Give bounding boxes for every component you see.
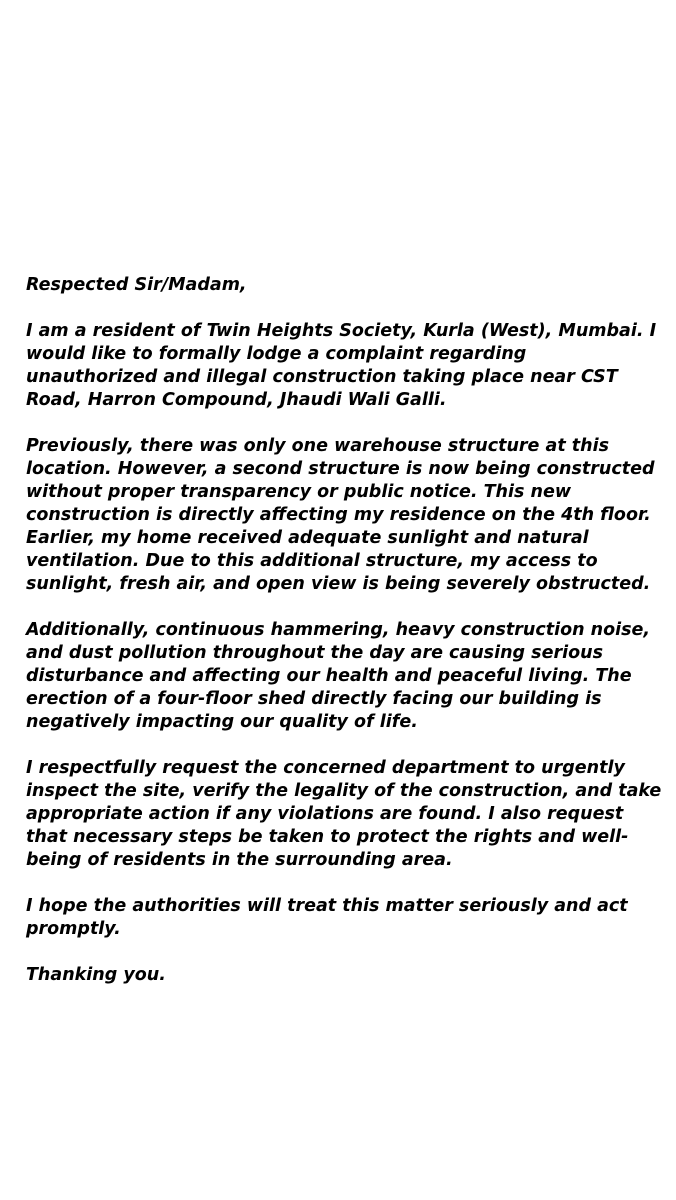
paragraph-line: Previously, there was only one warehouse structure at this <box>26 436 610 456</box>
paragraph-residence <box>26 320 662 412</box>
paragraph-line: sunlight, fresh air, and open view is being severely obstructed. <box>26 574 651 594</box>
closing <box>26 964 662 987</box>
paragraph-line: erection of a four-floor shed directly facing our building is <box>26 689 602 709</box>
paragraph-request <box>26 757 662 872</box>
paragraph-line: inspect the site, verify the legality of the construction, and take <box>26 781 662 801</box>
paragraph-line: Additionally, continuous hammering, heavy construction noise, <box>26 620 651 640</box>
paragraph-line: I respectfully request the concerned department to urgently <box>26 758 625 778</box>
paragraph-line: and dust pollution throughout the day are causing serious <box>26 643 603 663</box>
paragraph-pollution <box>26 619 662 734</box>
closing-line: Thanking you. <box>26 965 166 985</box>
complaint-letter <box>26 274 662 987</box>
paragraph-line: I hope the authorities will treat this matter seriously and act <box>26 896 628 916</box>
paragraph-line: would like to formally lodge a complaint regarding <box>26 344 527 364</box>
paragraph-hope <box>26 895 662 941</box>
paragraph-line: location. However, a second structure is now being constructed <box>26 459 655 479</box>
paragraph-line: Earlier, my home received adequate sunlight and natural <box>26 528 589 548</box>
paragraph-line: appropriate action if any violations are found. I also request <box>26 804 624 824</box>
paragraph-line: I am a resident of Twin Heights Society, Kurla (West), Mumbai. I <box>26 321 657 341</box>
paragraph-line: being of residents in the surrounding area. <box>26 850 453 870</box>
paragraph-line: negatively impacting our quality of life. <box>26 712 418 732</box>
paragraph-structure <box>26 435 662 596</box>
paragraph-line: ventilation. Due to this additional structure, my access to <box>26 551 598 571</box>
paragraph-line: that necessary steps be taken to protect the rights and well- <box>26 827 629 847</box>
paragraph-line: promptly. <box>26 919 121 939</box>
paragraph-line: unauthorized and illegal construction taking place near CST <box>26 367 618 387</box>
paragraph-line: Road, Harron Compound, Jhaudi Wali Galli. <box>26 390 447 410</box>
paragraph-line: disturbance and affecting our health and peaceful living. The <box>26 666 632 686</box>
paragraph-line: construction is directly affecting my residence on the 4th floor. <box>26 505 651 525</box>
salutation-line: Respected Sir/Madam, <box>26 275 247 295</box>
salutation <box>26 274 662 297</box>
paragraph-line: without proper transparency or public notice. This new <box>26 482 572 502</box>
